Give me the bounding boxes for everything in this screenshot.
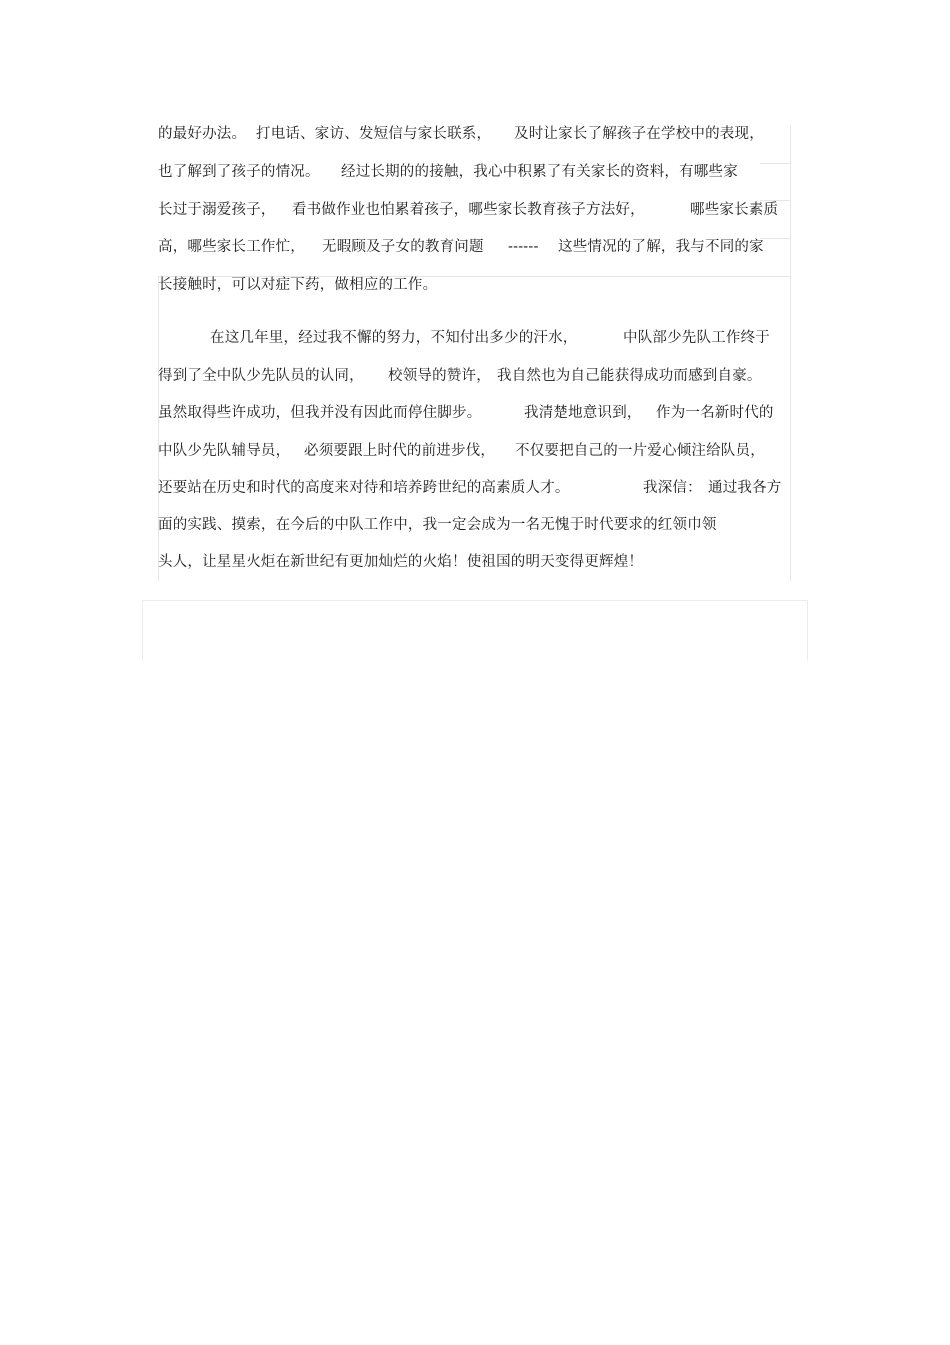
text-line xyxy=(158,479,788,497)
text-segment: 哪些家长素质 xyxy=(690,202,779,218)
text-segment: 还要站在历史和时代的高度来对待和培养跨世纪的高素质人才。 xyxy=(158,480,570,496)
text-segment: ------ xyxy=(508,239,539,255)
text-segment: 不仅要把自己的一片爱心倾注给队员， xyxy=(515,443,765,459)
text-segment: 虽然取得些许成功，但我并没有因此而停住脚步。 xyxy=(158,405,482,421)
text-segment: 及时让家长了解孩子在学校中的表现， xyxy=(514,126,764,142)
text-segment: 头人，让星星火炬在新世纪有更加灿烂的火焰！使祖国的明天变得更辉煌！ xyxy=(158,554,644,570)
text-segment: 高，哪些家长工作忙， xyxy=(158,239,305,255)
text-segment: 经过长期的的接触，我心中积累了有关家长的资料，有哪些家 xyxy=(341,164,738,180)
text-line xyxy=(158,163,778,181)
text-segment: 也了解到了孩子的情况。 xyxy=(158,164,320,180)
text-line xyxy=(158,516,778,534)
text-segment: 我深信： xyxy=(643,480,702,496)
text-line xyxy=(158,367,778,385)
text-segment: 长过于溺爱孩子， xyxy=(158,202,276,218)
text-segment: 中队部少先队工作终于 xyxy=(623,330,770,346)
text-segment: 的最好办法。 xyxy=(158,126,247,142)
text-segment: 通过我各方 xyxy=(708,480,782,496)
text-segment: 得到了全中队少先队员的认同， xyxy=(158,368,364,384)
text-line xyxy=(158,125,778,143)
text-line xyxy=(158,238,778,256)
text-segment: 我自然也为自己能获得成功而感到自豪。 xyxy=(497,368,762,384)
text-segment: 必须要跟上时代的前进步伐， xyxy=(304,443,496,459)
text-segment: 中队少先队辅导员， xyxy=(158,443,291,459)
text-segment: 面的实践、摸索，在今后的中队工作中，我一定会成为一名无愧于时代要求的红领巾领 xyxy=(158,517,717,533)
text-segment: 在这几年里，经过我不懈的努力，不知付出多少的汗水， xyxy=(210,330,578,346)
text-line xyxy=(158,276,778,294)
text-segment: 作为一名新时代的 xyxy=(656,405,774,421)
text-segment: 这些情况的了解，我与不同的家 xyxy=(558,239,764,255)
text-line xyxy=(158,329,778,347)
text-segment: 我清楚地意识到， xyxy=(524,405,642,421)
text-line xyxy=(158,553,778,571)
text-segment: 看书做作业也怕累着孩子，哪些家长教育孩子方法好， xyxy=(292,202,645,218)
text-segment: 校领导的赞许， xyxy=(388,368,491,384)
text-line xyxy=(158,442,778,460)
text-segment: 打电话、家访、发短信与家长联系， xyxy=(256,126,492,142)
text-line xyxy=(158,404,778,422)
empty-frame xyxy=(142,600,808,661)
text-segment: 长接触时，可以对症下药，做相应的工作。 xyxy=(158,277,438,293)
text-segment: 无暇顾及子女的教育问题 xyxy=(322,239,484,255)
frame-right-rule xyxy=(790,126,791,581)
text-line xyxy=(158,201,783,219)
